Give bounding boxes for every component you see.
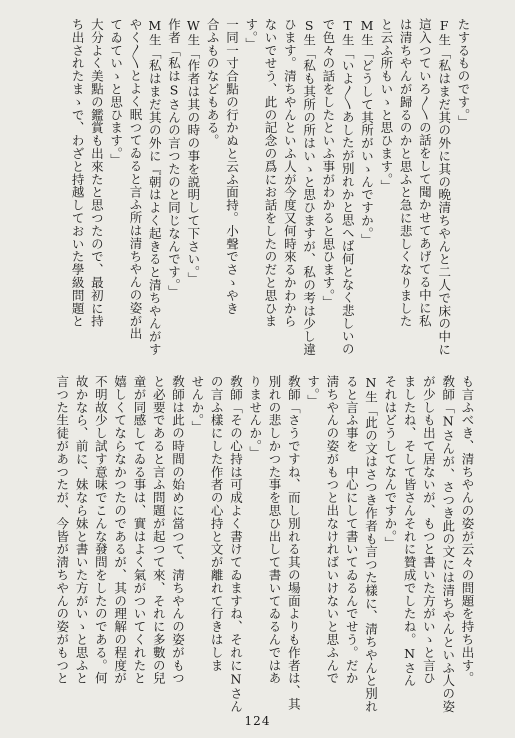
- text-line: 作者「私はSさんの言つたのと同じなんです。」: [166, 18, 182, 299]
- text-line: M生「私はまだ其の外に『朝はよく起きると清ちやんがす: [147, 18, 163, 356]
- text-line: 童が同感してゐる事は、實はよく氣がついてくれたと: [131, 375, 147, 685]
- page-number: 124: [244, 714, 271, 728]
- text-line: 別れの悲しかつた事を思ひ出して書いてゐるんではあ: [267, 375, 283, 685]
- text-line: ひます。清ちやんといふ人が今度又何時來るかわから: [282, 18, 298, 328]
- text-line: S生「私も其所の所はいゝと思ひますが、私の考は少し違: [301, 18, 317, 356]
- text-line: は清ちやんが歸るのかと思ふと急に悲しくなりました: [398, 18, 414, 328]
- text-line: す。」: [243, 18, 259, 51]
- text-line: ましたね、そして皆さんそれに贊成でしたね。Nさん: [402, 375, 418, 688]
- text-line: が少しも出て居ないが、もつと書いた方がいゝと言ひ: [421, 375, 437, 685]
- lower-text-block: [52, 375, 477, 718]
- text-line: N生「此の文はさつき作者も言つた樣に、淸ちやんと別れ: [363, 375, 379, 713]
- text-line: 敎師「その心持は可成よく書けてゐますね、それにNさん: [228, 375, 244, 713]
- text-line: 嬉しくてならなかつたのであるが、其の理解の程度が: [112, 375, 128, 685]
- text-line: 大分よく美點の鑑賞も出來たと思つたので、最初に持: [89, 18, 105, 328]
- text-line: F生「私はまだ其の外に其の晩清ちやんと二人で床の中に: [436, 18, 452, 356]
- text-line: と必要であると言ふ問題が起つて來、それに多數の兒: [151, 375, 167, 685]
- text-line: 故かなら、前に、妹なら妹と書いた方がいゝと思ふと: [74, 375, 90, 685]
- text-line: ると言ふ事を 中心にして書いてゐるんでせう。だか: [344, 375, 360, 685]
- text-line: ち出されたまゝで、わざと持越しておいた學級問題と: [70, 18, 86, 328]
- text-line: M生「どうして其所がいゝんですか。」: [359, 18, 375, 247]
- text-line: てゐていゝと思ひます。」: [108, 18, 124, 167]
- text-line: で色々の話をしたといふ事がわかると思ひます。」: [320, 18, 336, 309]
- text-line: りませんか。」: [247, 375, 263, 460]
- text-line: す。」: [305, 375, 321, 408]
- text-line: も言ふべき、清ちやんの姿が云々の問題を持ち出す。: [460, 375, 475, 685]
- text-line: 敎師は此の時間の始めに當つて、淸ちやんの姿がもつ: [170, 375, 186, 685]
- upper-text-block: [68, 18, 473, 360]
- text-line: 淸ちやんの姿がもつと出なければいけないと思ふんで: [324, 375, 340, 685]
- text-line: W生「作者は其の時の事を説明して下さい。」: [185, 18, 201, 286]
- text-line: やく〳〵とよく眠つてゐると言ふ所は清ちやんの姿が出: [127, 18, 143, 341]
- text-line: 一同一寸合點の行かぬと云ふ面持。小聲でさゝやき: [224, 18, 240, 315]
- text-line: せんか。」: [189, 375, 205, 434]
- text-line: 敎師「Nさんが、さつき此の文には清ちやんといふ人の姿: [440, 375, 456, 713]
- text-line: 這入つていろ〳〵の話をして聞かせてあげてる中に私: [417, 18, 433, 328]
- text-line: 合ふものなどもある。: [205, 18, 221, 147]
- text-line: ないでせう、此の記念の爲にお話をしたのだと思ひま: [263, 18, 279, 328]
- text-line: それはどうしてなんですか。」: [382, 375, 398, 550]
- text-line: の言ふ樣にした作者の心持と文が離れて行きはしま: [209, 375, 225, 672]
- text-line: たするものです。」: [456, 18, 471, 128]
- text-line: と云ふ所もいゝと思ひます。」: [378, 18, 394, 193]
- text-line: T生「いよ〳〵あしたが別れかと思へば何となく悲しいの: [340, 18, 356, 356]
- text-line: 言つた生徒があつたが、今皆が淸ちやんの姿がもつと: [54, 375, 70, 685]
- text-line: 敎師「さうですね、而し別れる其の場面よりも作者は、其: [286, 375, 302, 711]
- text-line: 不明故少し試す意味でこんな發問をしたのである。何: [93, 375, 109, 685]
